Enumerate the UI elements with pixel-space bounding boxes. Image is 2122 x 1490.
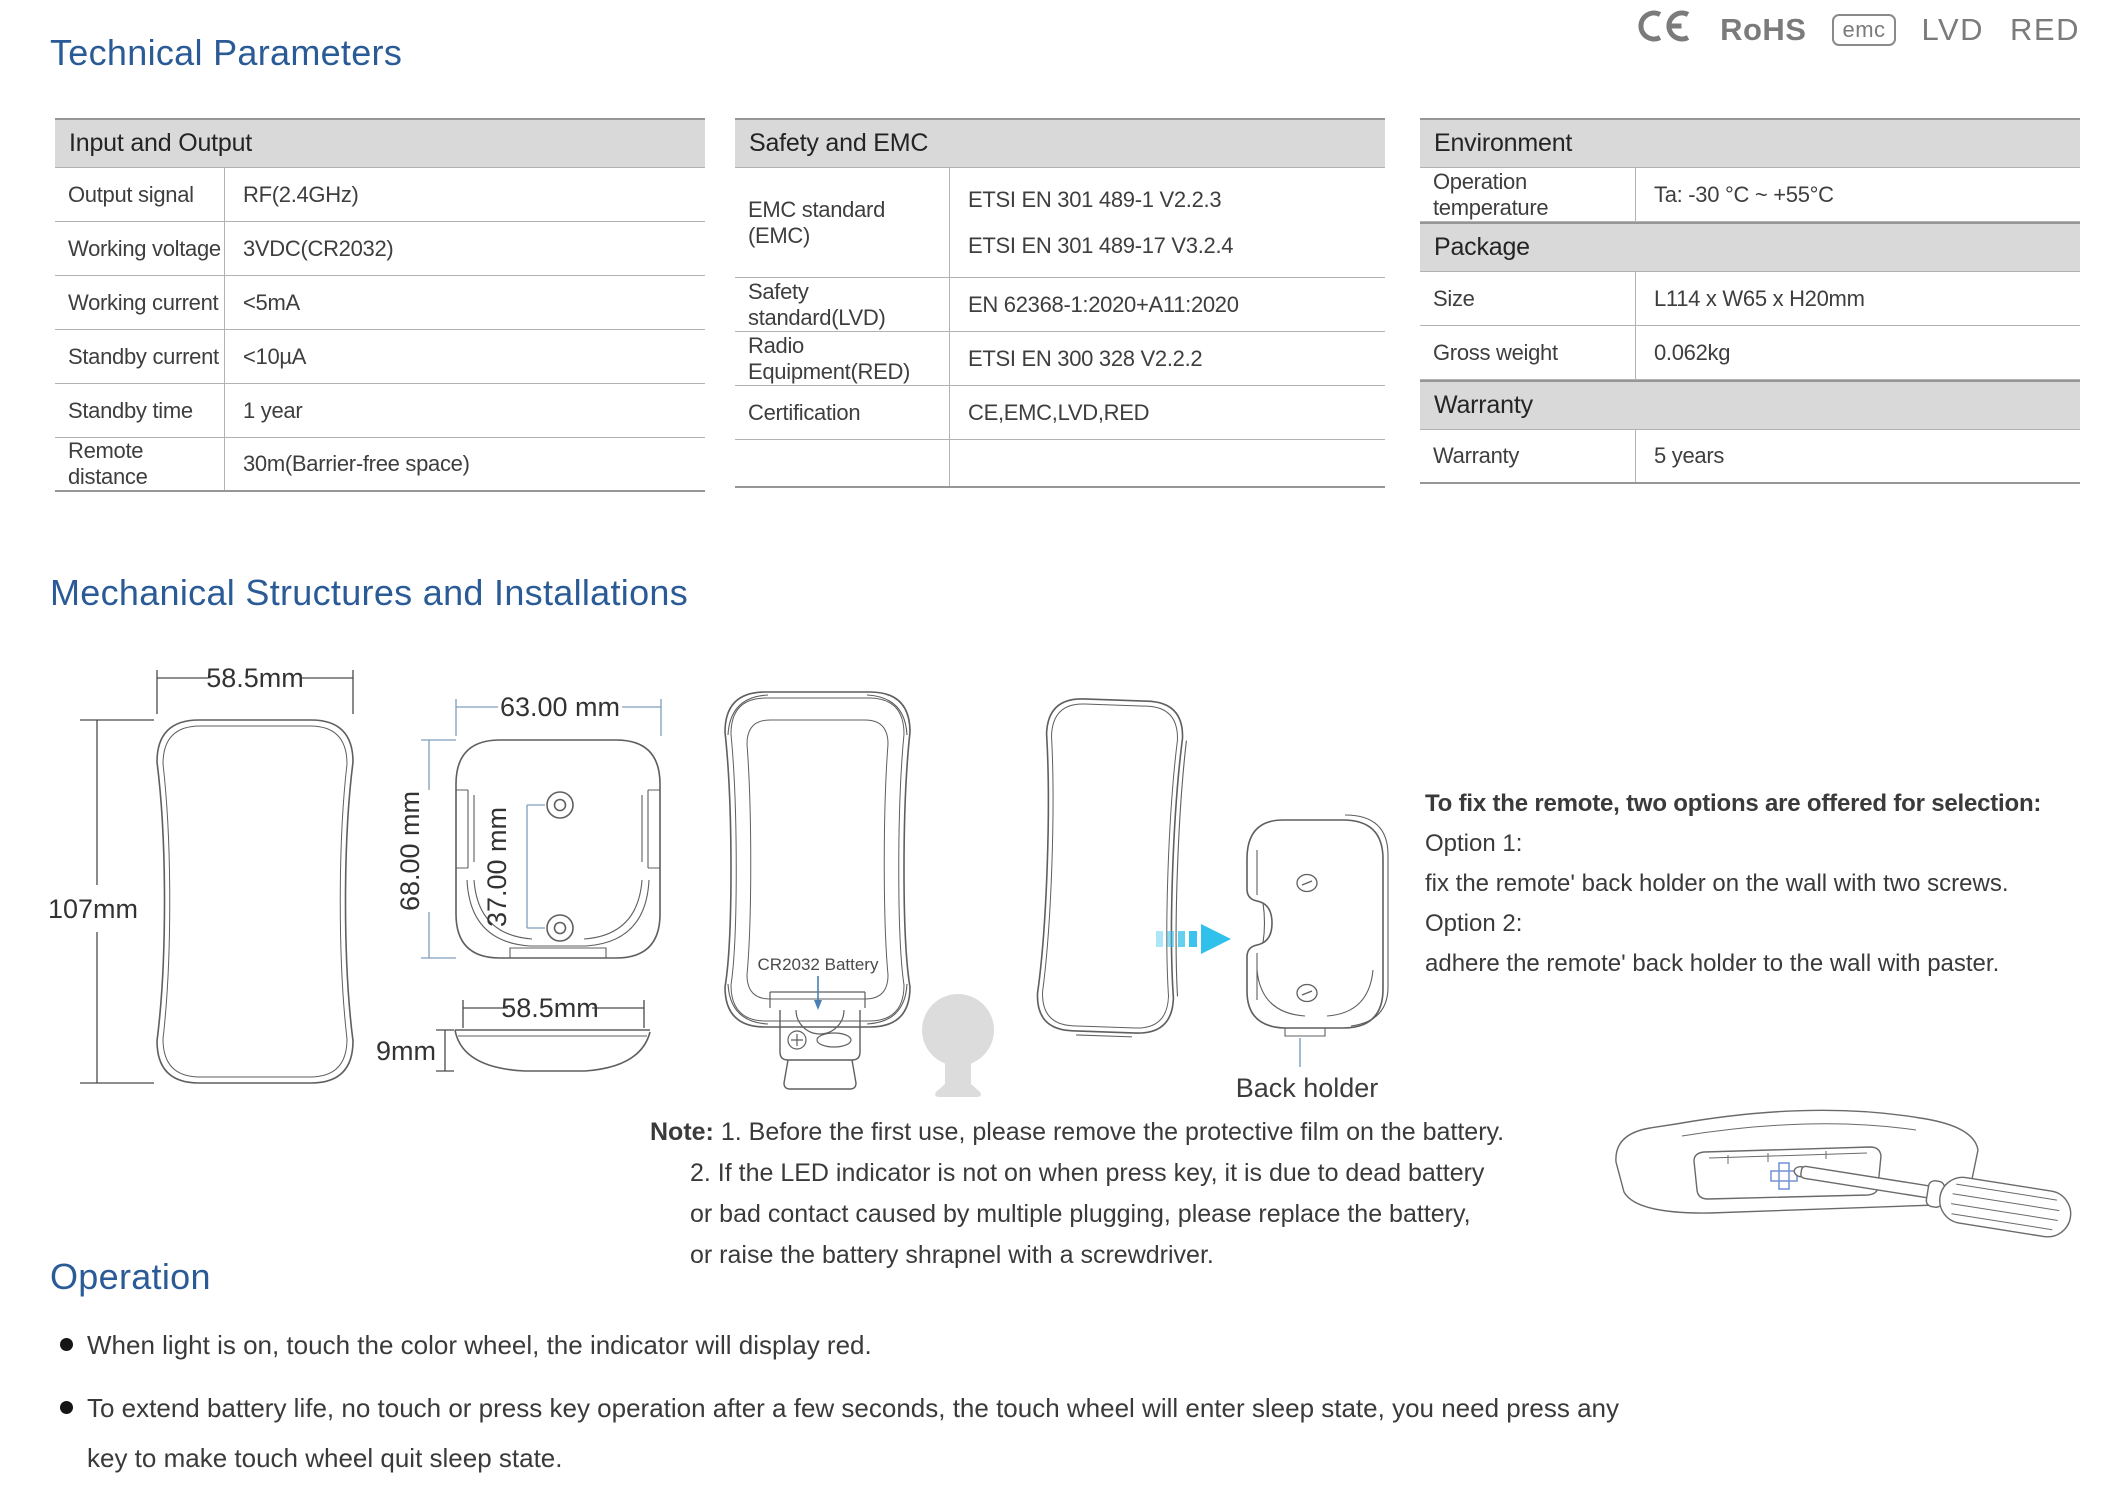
operation-bullet-2-line2: key to make touch wheel quit sleep state.	[87, 1443, 563, 1473]
row-label: Working current	[55, 276, 225, 329]
battery-label: CR2032 Battery	[757, 955, 879, 974]
table-row	[55, 276, 705, 330]
row-value: RF(2.4GHz)	[243, 181, 359, 207]
protective-film-tab-silhouette	[922, 994, 994, 1097]
operation-bullet-2-line1: To extend battery life, no touch or press key operation after a few seconds, the touch wheel will enter sleep state, you need press any	[87, 1393, 1619, 1423]
row-value: 0.062kg	[1654, 339, 1731, 365]
front-height-dimension: 107mm	[47, 894, 139, 924]
table-row	[55, 222, 705, 276]
row-label: Safety standard(LVD)	[735, 278, 950, 331]
operation-bullet-2-text	[87, 1383, 1619, 1483]
row-label: Certification	[735, 386, 950, 439]
fixing-options-text	[1425, 784, 2115, 984]
row-label: Operation temperature	[1420, 168, 1636, 221]
table-header: Environment	[1420, 118, 2080, 168]
table-row	[1420, 326, 2080, 380]
remote-perspective-view-drawing	[1030, 640, 1205, 1070]
red-mark: RED	[2010, 12, 2080, 47]
row-label: EMC standard (EMC)	[735, 168, 950, 277]
table-row	[735, 278, 1385, 332]
row-value: 3VDC(CR2032)	[243, 235, 394, 261]
row-label	[735, 440, 950, 486]
safety-emc-table	[735, 118, 1385, 488]
row-value: 30m(Barrier-free space)	[243, 451, 470, 476]
row-value: Ta: -30 °C ~ +55°C	[1654, 181, 1834, 207]
row-label: Standby current	[55, 330, 225, 383]
row-value	[950, 168, 1385, 277]
rear-hole-spacing-dimension: 37.00 mm	[482, 806, 512, 928]
mechanical-structures-heading: Mechanical Structures and Installations	[50, 572, 689, 613]
row-value: CE,EMC,LVD,RED	[968, 399, 1150, 425]
note-line4: or raise the battery shrapnel with a screwdriver.	[690, 1241, 1214, 1269]
fix-option1-text: fix the remote' back holder on the wall with two screws.	[1425, 870, 2009, 897]
row-label: Working voltage	[55, 222, 225, 275]
row-value: <5mA	[243, 289, 300, 315]
table-row	[735, 386, 1385, 440]
back-holder-rear-view-drawing	[370, 640, 720, 1115]
row-label: Standby time	[55, 384, 225, 437]
certification-strip	[1634, 8, 2080, 52]
operation-bullet-1-text: When light is on, touch the color wheel, the indicator will display red.	[87, 1330, 872, 1360]
battery-screwdriver-drawing	[1578, 1092, 2093, 1322]
note-line1: 1. Before the first use, please remove the protective film on the battery.	[720, 1118, 1505, 1146]
input-output-table	[55, 118, 705, 492]
row-label: Radio Equipment(RED)	[735, 332, 950, 385]
emc-standard-line2: ETSI EN 301 489-17 V3.2.4	[968, 232, 1234, 258]
remote-front-view-drawing	[40, 640, 380, 1100]
remote-battery-view-drawing	[700, 640, 1020, 1105]
fix-option1-title: Option 1:	[1425, 830, 1523, 857]
emc-mark: emc	[1832, 14, 1895, 46]
back-holder-3d-drawing	[1225, 795, 1415, 1110]
row-value: L114 x W65 x H20mm	[1654, 285, 1865, 311]
lvd-mark: LVD	[1921, 12, 1985, 47]
table-header: Warranty	[1420, 380, 2080, 430]
table-header: Safety and EMC	[735, 118, 1385, 168]
side-thickness-dimension: 9mm	[376, 1036, 436, 1066]
table-row	[55, 438, 705, 492]
environment-table	[1420, 118, 2080, 484]
table-row	[55, 330, 705, 384]
row-label: Output signal	[55, 168, 225, 221]
row-value: 1 year	[243, 397, 303, 423]
table-row	[1420, 272, 2080, 326]
ce-mark-icon	[1634, 8, 1694, 52]
fix-option2-text: adhere the remote' back holder to the wall with paster.	[1425, 950, 2000, 977]
operation-text	[60, 1320, 2020, 1490]
row-value: EN 62368-1:2020+A11:2020	[968, 291, 1239, 317]
row-value: <10µA	[243, 343, 307, 369]
row-label: Remote distance	[55, 438, 225, 490]
operation-heading: Operation	[50, 1256, 211, 1297]
insert-direction-arrow-icon	[1156, 918, 1234, 960]
row-label: Gross weight	[1420, 326, 1636, 379]
rohs-mark: RoHS	[1720, 12, 1807, 47]
side-width-dimension: 58.5mm	[501, 993, 599, 1023]
table-header: Input and Output	[55, 118, 705, 168]
note-text	[650, 1112, 1650, 1276]
note-line3: or bad contact caused by multiple plugging, please replace the battery,	[690, 1200, 1471, 1228]
row-value: 5 years	[1654, 443, 1725, 468]
rear-height-dimension: 68.00 mm	[395, 790, 425, 912]
rear-width-dimension: 63.00 mm	[499, 692, 621, 722]
row-label: Warranty	[1420, 430, 1636, 482]
row-value: ETSI EN 300 328 V2.2.2	[968, 345, 1203, 371]
row-label: Size	[1420, 272, 1636, 325]
table-row	[1420, 430, 2080, 484]
table-row	[1420, 168, 2080, 222]
operation-bullet-1	[60, 1320, 2020, 1370]
back-holder-label: Back holder	[1235, 1073, 1379, 1103]
fix-intro: To fix the remote, two options are offered for selection:	[1425, 790, 2042, 817]
row-value	[950, 440, 1385, 486]
table-row	[55, 168, 705, 222]
table-row	[735, 168, 1385, 278]
operation-bullet-2	[60, 1383, 2020, 1483]
fix-option2-title: Option 2:	[1425, 910, 1523, 937]
front-width-dimension: 58.5mm	[206, 663, 304, 693]
emc-standard-line1: ETSI EN 301 489-1 V2.2.3	[968, 186, 1222, 212]
bullet-dot-icon	[60, 1338, 73, 1351]
table-header: Package	[1420, 222, 2080, 272]
table-row-empty	[735, 440, 1385, 488]
note-label: Note:	[650, 1118, 714, 1146]
bullet-dot-icon	[60, 1401, 73, 1414]
table-row	[55, 384, 705, 438]
note-line2: 2. If the LED indicator is not on when press key, it is due to dead battery	[690, 1159, 1485, 1187]
table-row	[735, 332, 1385, 386]
technical-parameters-heading: Technical Parameters	[50, 32, 403, 73]
